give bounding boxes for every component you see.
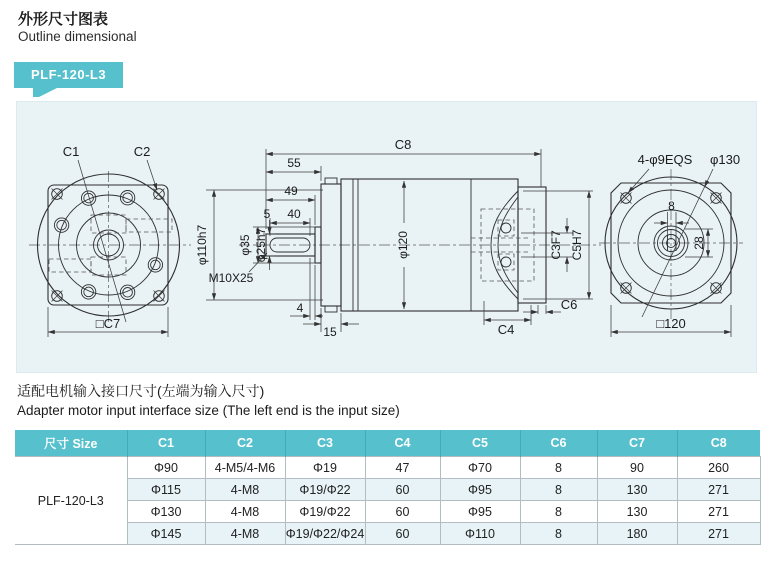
cell-r2-c6: 8 bbox=[520, 479, 597, 501]
cell-r4-c1: Φ145 bbox=[127, 523, 205, 545]
cell-r3-c4: 60 bbox=[365, 501, 440, 523]
col-header-c6: C6 bbox=[520, 430, 597, 457]
spec-table bbox=[15, 430, 761, 545]
drawing-panel bbox=[16, 101, 757, 373]
cell-r1-c4: 47 bbox=[365, 457, 440, 479]
cell-r3-c2: 4-M8 bbox=[205, 501, 285, 523]
dim-label-c5h7: C5H7 bbox=[570, 229, 584, 261]
cell-r2-c3: Φ19/Φ22 bbox=[285, 479, 365, 501]
dim-label-c4: C4 bbox=[497, 322, 515, 337]
cell-r2-c1: Φ115 bbox=[127, 479, 205, 501]
page-title-cn: 外形尺寸图表 bbox=[18, 11, 109, 28]
cell-r1-c8: 260 bbox=[677, 457, 760, 479]
col-header-c5: C5 bbox=[440, 430, 520, 457]
table-row bbox=[15, 479, 760, 501]
caption-en: Adapter motor input interface size (The left end is the input size) bbox=[17, 403, 400, 419]
col-header-size: 尺寸 Size bbox=[15, 430, 127, 457]
dim-label-sq120: □120 bbox=[656, 316, 686, 331]
cell-r3-c1: Φ130 bbox=[127, 501, 205, 523]
outline-drawing bbox=[17, 102, 756, 372]
dim-label-phi110h7: φ110h7 bbox=[195, 224, 209, 266]
col-header-c3: C3 bbox=[285, 430, 365, 457]
cell-r4-c5: Φ110 bbox=[440, 523, 520, 545]
model-cell: PLF-120-L3 bbox=[15, 457, 127, 545]
cell-r4-c3: Φ19/Φ22/Φ24 bbox=[285, 523, 365, 545]
cell-r1-c5: Φ70 bbox=[440, 457, 520, 479]
cell-r3-c5: Φ95 bbox=[440, 501, 520, 523]
cell-r3-c8: 271 bbox=[677, 501, 760, 523]
dim-label-c3f7: C3F7 bbox=[549, 230, 563, 260]
dim-label-c2: C2 bbox=[133, 144, 151, 159]
cell-r4-c4: 60 bbox=[365, 523, 440, 545]
cell-r2-c8: 271 bbox=[677, 479, 760, 501]
col-header-c4: C4 bbox=[365, 430, 440, 457]
dim-label-m10x25: M10X25 bbox=[208, 271, 254, 285]
dim-label-15: 15 bbox=[323, 325, 337, 339]
table-row bbox=[15, 523, 760, 545]
dim-label-49: 49 bbox=[284, 184, 298, 198]
cell-r1-c1: Φ90 bbox=[127, 457, 205, 479]
dim-label-8: 8 bbox=[668, 199, 675, 213]
dim-label-40: 40 bbox=[287, 207, 301, 221]
cell-r3-c7: 130 bbox=[597, 501, 677, 523]
dim-label-4phi9eqs: 4-φ9EQS bbox=[637, 152, 693, 167]
col-header-c1: C1 bbox=[127, 430, 205, 457]
dim-label-phi35: φ35 bbox=[238, 234, 252, 256]
dim-label-5: 5 bbox=[263, 207, 271, 221]
dim-label-28: 28 bbox=[692, 236, 706, 250]
cell-r4-c7: 180 bbox=[597, 523, 677, 545]
cell-r1-c3: Φ19 bbox=[285, 457, 365, 479]
cell-r1-c6: 8 bbox=[520, 457, 597, 479]
cell-r2-c2: 4-M8 bbox=[205, 479, 285, 501]
dim-label-phi130: φ130 bbox=[709, 152, 741, 167]
cell-r3-c6: 8 bbox=[520, 501, 597, 523]
dim-label-4: 4 bbox=[296, 301, 304, 315]
dim-label-c6: C6 bbox=[560, 297, 578, 312]
col-header-c8: C8 bbox=[677, 430, 760, 457]
front-view bbox=[29, 144, 323, 337]
cell-r4-c8: 271 bbox=[677, 523, 760, 545]
header-row bbox=[15, 430, 760, 457]
dim-label-phi120: φ120 bbox=[396, 231, 410, 259]
cell-r3-c3: Φ19/Φ22 bbox=[285, 501, 365, 523]
dim-label-c8: C8 bbox=[394, 137, 412, 152]
table-row bbox=[15, 457, 760, 479]
section-caption bbox=[17, 381, 400, 421]
col-header-c7: C7 bbox=[597, 430, 677, 457]
side-view bbox=[209, 137, 601, 339]
dim-label-phi25h7: φ25h7 bbox=[254, 227, 268, 263]
dim-label-55: 55 bbox=[287, 156, 301, 170]
cell-r2-c5: Φ95 bbox=[440, 479, 520, 501]
cell-r1-c2: 4-M5/4-M6 bbox=[205, 457, 285, 479]
corner-holes bbox=[52, 189, 165, 302]
model-badge: PLF-120-L3 bbox=[14, 62, 123, 88]
rear-view bbox=[599, 152, 743, 337]
cell-r1-c7: 90 bbox=[597, 457, 677, 479]
dim-label-c7: □C7 bbox=[95, 316, 121, 331]
cell-r2-c7: 130 bbox=[597, 479, 677, 501]
table-row bbox=[15, 501, 760, 523]
cell-r2-c4: 60 bbox=[365, 479, 440, 501]
cell-r4-c6: 8 bbox=[520, 523, 597, 545]
caption-cn: 适配电机输入接口尺寸(左端为输入尺寸) bbox=[17, 383, 265, 399]
dim-label-c1: C1 bbox=[62, 144, 80, 159]
page-title-en: Outline dimensional bbox=[18, 29, 137, 44]
col-header-c2: C2 bbox=[205, 430, 285, 457]
cell-r4-c2: 4-M8 bbox=[205, 523, 285, 545]
